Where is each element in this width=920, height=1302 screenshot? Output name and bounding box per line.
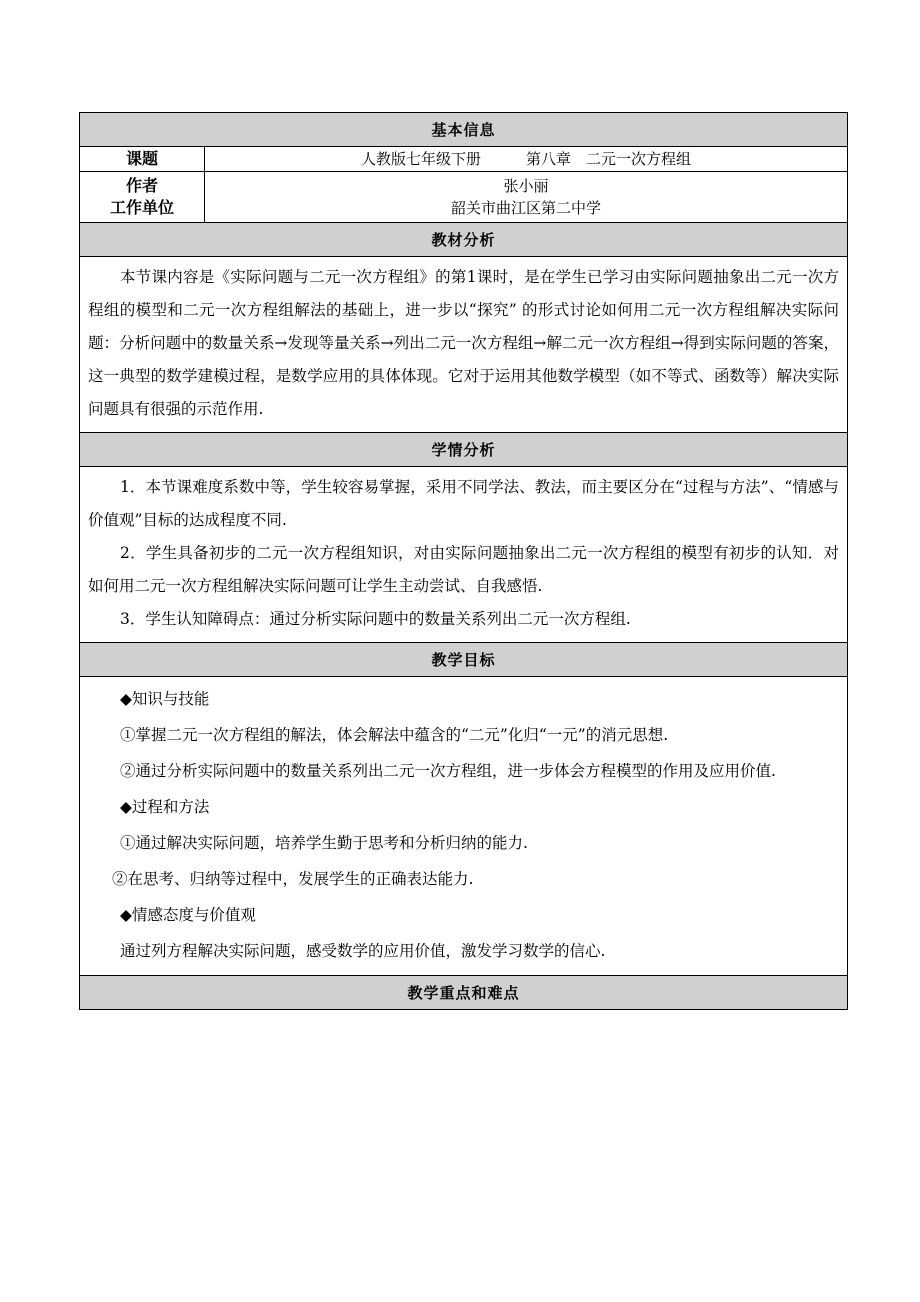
unit-label: 工作单位 [109,198,174,217]
material-body-row [80,257,848,433]
student-body [80,467,848,643]
unit-value: 韶关市曲江区第二中学 [451,199,602,217]
goal-item: 通过列方程解决实际问题，感受数学的应用价值，激发学习数学的信心. [120,942,606,960]
topic-label: 课题 [80,147,205,172]
goal-item: ②通过分析实际问题中的数量关系列出二元一次方程组，进一步体会方程模型的作用及应用价值. [120,762,776,780]
student-item: 3．学生认知障碍点：通过分析实际问题中的数量关系列出二元一次方程组. [120,610,631,628]
goal-item: ①掌握二元一次方程组的解法，体会解法中蕴含的“二元”化归“一元”的消元思想. [120,726,669,744]
section-student-analysis [80,433,848,467]
section-title: 基本信息 [80,113,848,147]
student-item: 2．学生具备初步的二元一次方程组知识，对由实际问题抽象出二元一次方程组的模型有初步的认知．对如何用二元一次方程组解决实际问题可让学生主动尝试、自我感悟. [88,544,840,595]
author-unit-labels [80,172,205,223]
author-label: 作者 [125,176,158,195]
section-title: 教材分析 [80,223,848,257]
author-unit-values [205,172,848,223]
material-body [80,257,848,433]
goal-item: ①通过解决实际问题，培养学生勤于思考和分析归纳的能力. [120,834,528,852]
author-value: 张小丽 [503,177,549,195]
section-material-analysis [80,223,848,257]
author-row [80,172,848,223]
section-teaching-goals [80,643,848,677]
goal-heading-knowledge: ◆知识与技能 [120,690,210,708]
section-title: 教学目标 [80,643,848,677]
topic-row [80,147,848,172]
section-title: 教学重点和难点 [80,976,848,1010]
topic-value: 人教版七年级下册 第八章 二元一次方程组 [205,147,848,172]
material-paragraph: 本节课内容是《实际问题与二元一次方程组》的第1课时，是在学生已学习由实际问题抽象出二元一次方程组的模型和二元一次方程组解法的基础上，进一步以“探究” 的形式讨论如何用二元一次方程组解决实际问题：分析问题中的数量关系→发现等量关系→列出二元一次方程组→解二元一次方程组→得到实际问题的答案，这一典型的数学建模过程，是数学应用的具体体现。它对于运用其他数学模型（如不等式、函数等）解决实际问题具有很强的示范作用. [88,268,840,418]
section-basic-info [80,113,848,147]
student-item: 1．本节课难度系数中等，学生较容易掌握，采用不同学法、教法，而主要区分在“过程与方法”、“情感与价值观”目标的达成程度不同. [88,478,840,529]
goal-item: ②在思考、归纳等过程中，发展学生的正确表达能力. [112,870,474,888]
goal-heading-emotion: ◆情感态度与价值观 [120,906,256,924]
lesson-plan-table [79,112,848,1010]
goals-body [80,677,848,976]
section-title: 学情分析 [80,433,848,467]
section-key-points [80,976,848,1010]
goals-body-row [80,677,848,976]
lesson-plan-document [79,112,847,1010]
student-body-row [80,467,848,643]
goal-heading-process: ◆过程和方法 [120,798,210,816]
